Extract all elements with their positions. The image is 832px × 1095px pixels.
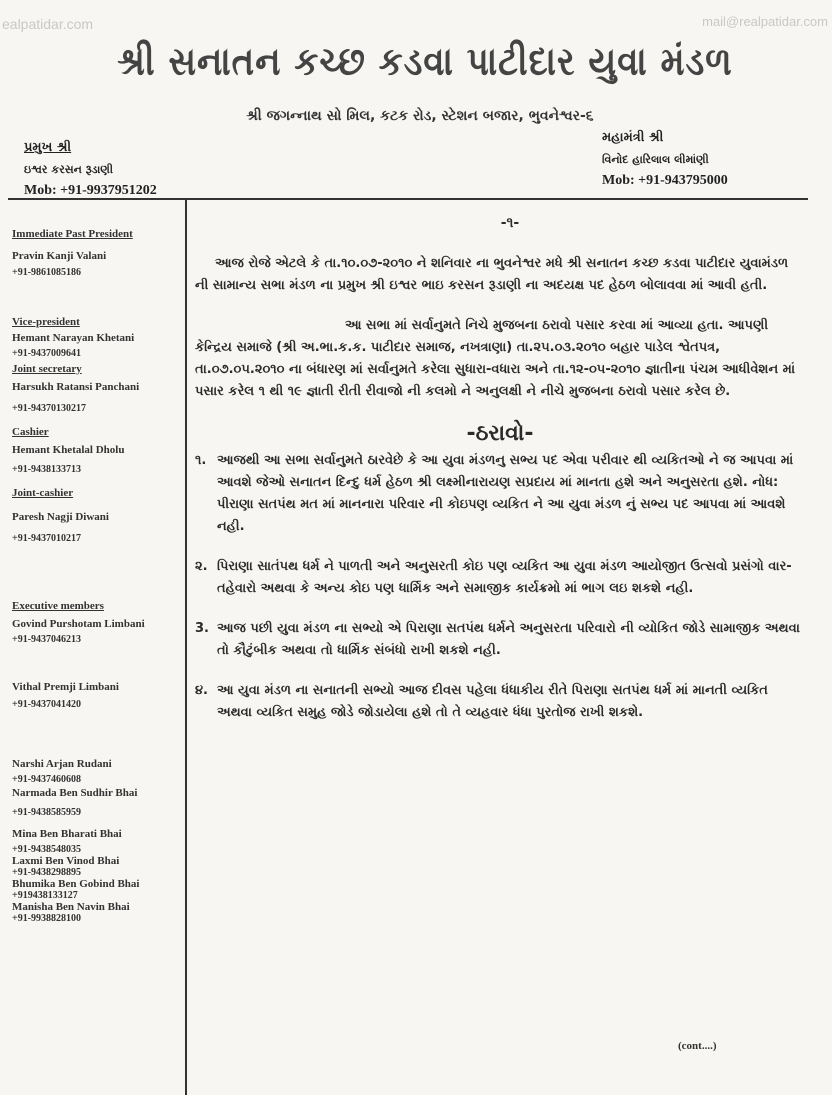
resolution-intro-paragraph: આ સભા માં સર્વાનુમતે નિચે મુજબના ઠરાવો પસાર કરવા માં આવ્યા હતા. આપણી કેન્દ્રિય સમાજે (શ્રી અ.ભા.ક.ક. પાટીદાર સમાજ, નખત્રાણા) તા.૨૫.૦૩.૨૦૧૦ બહાર પાડેલ શ્વેતપત્ર, તા.૦૭.૦૫.૨૦૧૦ ના બંધારણ માં સર્વાનુમતે કરેલા સુધારા-વધારા અને તા.૧૨-૦૫-૨૦૧૦ જ્ઞાતીના પંચમ આધીવેશન માં પસાર કરેલ ૧ થી ૧૯ જ્ઞાતી રીતી રીવાજો ની કલમો ને અનુલક્ષી ને નીચે મુજબના ઠરાવો પસાર કરેલ છે. [195,318,796,399]
member-name: Laxmi Ben Vinod Bhai [12,855,120,867]
resolution-item [195,680,805,724]
resolution-text: આ યુવા મંડળ ના સનાતની સભ્યો આજ દીવસ પહેલા ધંધાકીય રીતે પિરાણા સતપંથ ધર્મ માં માનતી વ્યકિત અથવા વ્યકિત સમુહ જોડે જોડાયેલા હશે તો તે વ્યહવાર ધંધા પુરતોજ રાખી શકશે. [217,683,768,720]
past-president-heading: Immediate Past President [12,228,133,240]
member-name: Mina Ben Bharati Bhai [12,828,122,840]
document-body [195,215,805,724]
member-phone: +91-9437046213 [12,634,82,645]
resolution-number: ૨. [195,559,208,574]
letterhead-title: શ્રી સનાતન કચ્છ કડવા પાટીદાર યુવા મંડળ [117,39,733,85]
resolution-number: ૪. [195,683,208,698]
member-phone: +91-9438298895 [12,867,82,878]
watermark-right: mail@realpatidar.com [702,14,828,29]
member-phone: +919438133127 [12,890,78,901]
president-role: પ્રમુખ શ્રી [24,140,72,155]
resolution-number: ૧. [195,453,207,468]
secretary-role: મહામંત્રી શ્રી [602,130,664,145]
vice-president-name: Hemant Narayan Khetani [12,332,135,344]
joint-cashier-heading: Joint-cashier [12,487,74,499]
member-name: Narmada Ben Sudhir Bhai [12,787,138,799]
secretary-mobile: Mob: +91-943795000 [602,173,728,188]
header-divider [8,198,808,200]
office-bearers-sidebar [12,228,182,924]
resolution-item [195,556,805,600]
executive-members [12,600,182,924]
resolution-item [195,450,805,538]
resolution-item [195,618,805,662]
resolution-text: પિરાણા સાતંપથ ધર્મ ને પાળતી અને અનુસરતી કોઇ પણ વ્યકિત આ યુવા મંડળ આયોજીત ઉત્સવો પ્રસંગો વાર-તહેવારો અથવા કે અન્ય કોઇ પણ ધાર્મિક અને સમાજીક કાર્યક્રમો માં ભાગ લઇ શકશે નહી. [217,559,792,596]
watermark-left: ealpatidar.com [2,16,94,32]
page-number: -૧- [500,215,520,231]
sidebar-divider [185,200,187,1095]
resolution-number: 3. [195,621,209,636]
president-mobile: Mob: +91-9937951202 [24,183,157,198]
vice-president-phone: +91-9437009641 [12,348,82,359]
cashier-entry [12,426,182,475]
joint-secretary-phone: +91-94370130217 [12,403,87,414]
member-phone: +91-9438548035 [12,844,82,855]
member-phone: +91-9438585959 [12,807,82,818]
letterhead-address: શ્રી જગન્નાથ સો મિલ, કટક રોડ, સ્ટેશન બજાર, ભુવનેશ્વર-૬ [246,108,594,124]
vice-president-entry [12,316,182,359]
member-name: Govind Purshotam Limbani [12,618,145,630]
cashier-phone: +91-9438133713 [12,464,82,475]
member-name: Bhumika Ben Gobind Bhai [12,878,140,890]
joint-secretary-name: Harsukh Ratansi Panchani [12,381,140,393]
secretary-name: વિનોદ હારિલાલ લીમાંણી [602,153,709,166]
cashier-name: Hemant Khetalal Dholu [12,444,125,456]
vice-president-heading: Vice-president [12,316,80,328]
joint-cashier-entry [12,487,182,544]
cashier-heading: Cashier [12,426,49,438]
member-name: Narshi Arjan Rudani [12,758,112,770]
past-president-phone: +91-9861085186 [12,267,82,278]
president-block [24,140,157,199]
member-phone: +91-9938828100 [12,913,82,924]
joint-secretary-heading: Joint secretary [12,363,82,375]
joint-cashier-phone: +91-9437010217 [12,533,82,544]
resolutions-heading: -ઠરાવો- [466,421,534,446]
executive-heading: Executive members [12,600,104,612]
resolution-text: આજ પછી યુવા મંડળ ના સભ્યો એ પિરાણા સતપંથ ધર્મને અનુસરતા પરિવારો ની વ્યોકિત જોડે સામાજીક અથવા તો કૌટુંબીક અથવા તો ધાર્મિક સંબંધો રાખી શકશે નહી. [217,621,800,658]
continued-note: (cont....) [678,1040,717,1052]
member-name: Manisha Ben Navin Bhai [12,901,130,913]
president-name: ઇશ્વર કરસન રૂડાણી [24,163,114,176]
resolution-text: આજથી આ સભા સર્વાનુમતે ઠારવેછે કે આ યુવા મંડળનુ સભ્ય પદ એવા પરીવાર થી વ્યકિતઓ ને જ આપવા માં આવશે જેઓ સનાતન દિન્દુ ધર્મ હેઠળ શ્રી લક્ષ્મીનારાયણ સપ્રદાય માં માનતા હશે અને અનુસરતા હશે. નોધ: પીરાણા સતપંથ મત માં માનનારા પરિવાર ની કોઇપણ વ્યકિત ને આ યુવા મંડળ નું સભ્ય પદ આપવા માં આવશે નહી. [217,453,794,534]
past-president-name: Pravin Kanji Valani [12,250,107,262]
member-name: Vithal Premji Limbani [12,681,119,693]
secretary-block [602,130,772,189]
joint-cashier-name: Paresh Nagji Diwani [12,511,109,523]
member-phone: +91-9437460608 [12,774,82,785]
intro-paragraph: આજ રોજે એટલે કે તા.૧૦.૦૭-૨૦૧૦ ને શનિવાર ના ભુવનેશ્વર મધે શ્રી સનાતન કચ્છ કડવા પાટીદાર યુવામંડળ ની સામાન્ય સભા મંડળ ના પ્રમુખ શ્રી ઇશ્વર ભાઇ કરસન રૂડાણી ના અદયક્ષ પદ હેઠળ બોલાવવા માં આવી હતી. [195,256,789,293]
joint-secretary-entry [12,363,182,414]
past-president-entry [12,228,182,278]
member-phone: +91-9437041420 [12,699,82,710]
